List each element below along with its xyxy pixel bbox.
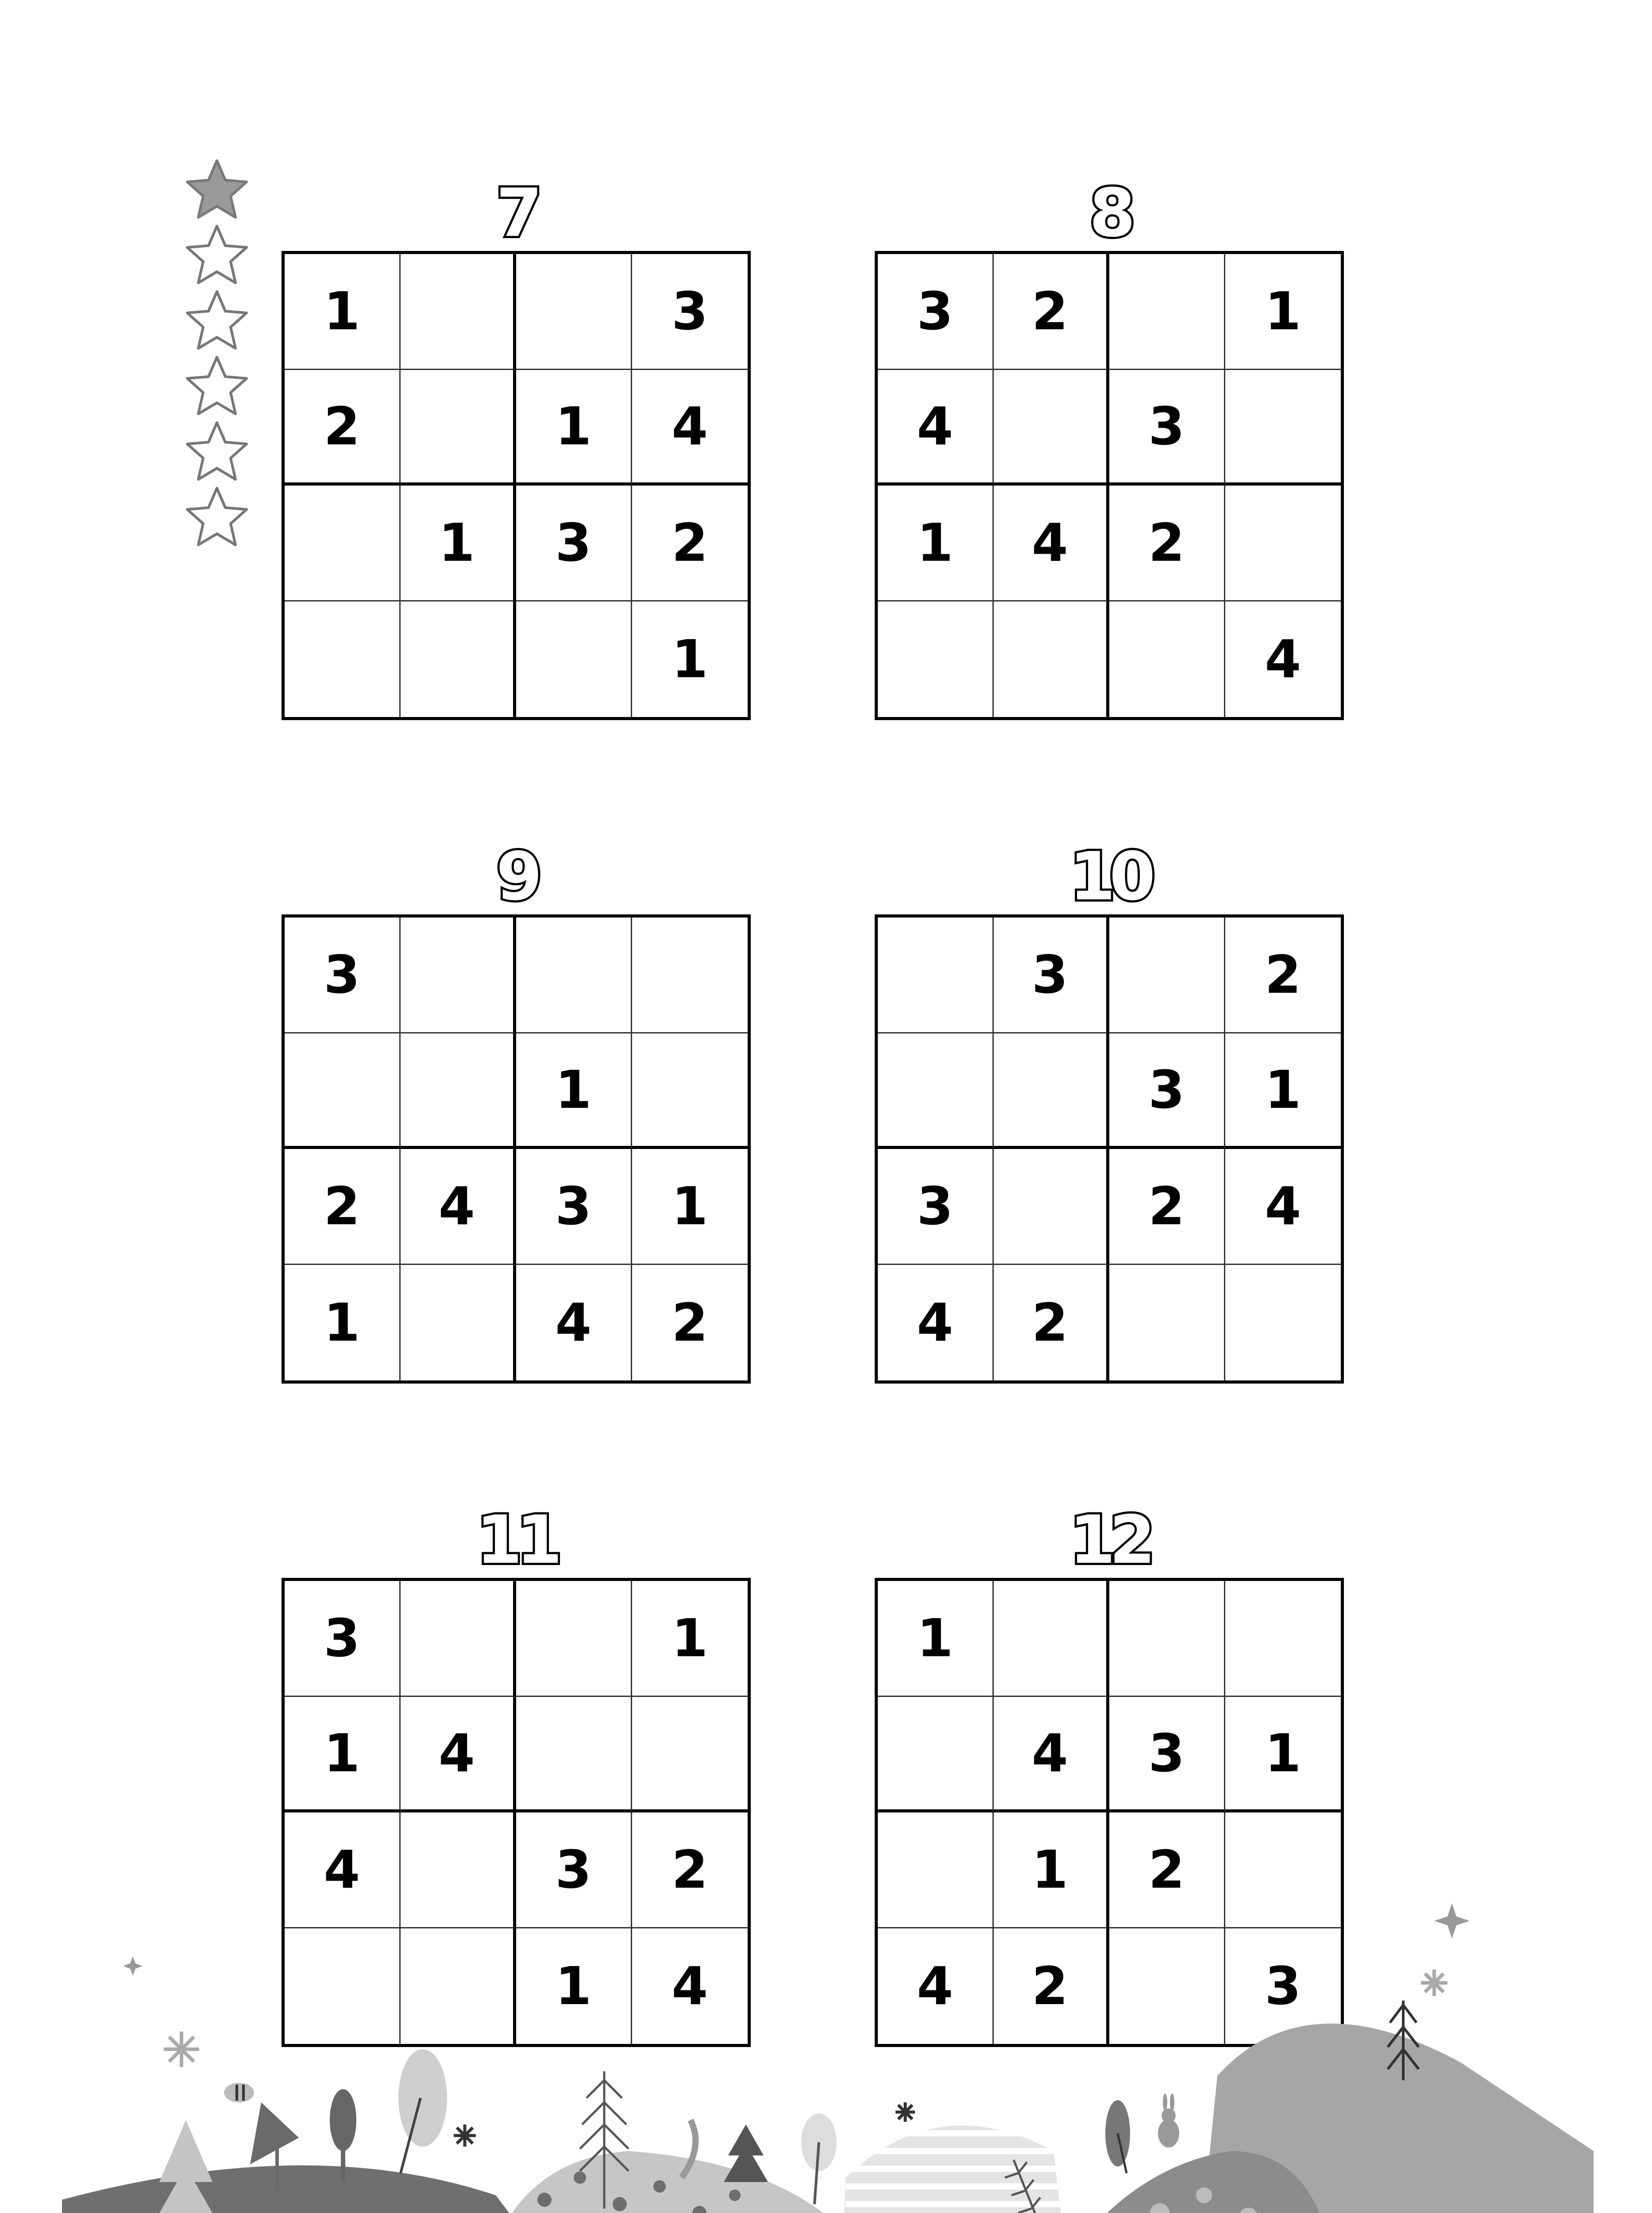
given-cell: 3	[516, 486, 632, 601]
given-cell: 4	[516, 1265, 632, 1381]
empty-cell[interactable]	[994, 1581, 1110, 1697]
given-cell: 1	[401, 486, 517, 601]
given-cell: 3	[1109, 370, 1225, 486]
empty-cell[interactable]	[285, 486, 401, 601]
given-cell: 1	[1225, 1697, 1341, 1813]
sparkle-icon	[123, 1903, 1470, 1976]
empty-cell[interactable]	[516, 1581, 632, 1697]
given-cell: 1	[516, 1033, 632, 1149]
given-cell: 3	[632, 254, 748, 370]
empty-cell[interactable]	[994, 370, 1110, 486]
empty-cell[interactable]	[401, 1033, 517, 1149]
star-icon	[184, 485, 250, 551]
given-cell: 2	[1109, 486, 1225, 601]
empty-cell[interactable]	[878, 1033, 994, 1149]
empty-cell[interactable]	[878, 1697, 994, 1813]
given-cell: 4	[285, 1812, 401, 1928]
given-cell: 2	[994, 254, 1110, 370]
given-cell: 3	[1265, 1955, 1301, 2017]
given-cell: 1	[994, 1812, 1110, 1928]
empty-cell[interactable]	[994, 1149, 1110, 1265]
empty-cell[interactable]	[994, 1033, 1110, 1149]
empty-cell[interactable]	[516, 601, 632, 717]
asterisk-icon	[454, 2102, 915, 2147]
striped-hill	[841, 2125, 1071, 2213]
given-cell: 4	[878, 1928, 994, 2044]
given-cell: 1	[516, 370, 632, 486]
sudoku-grid	[875, 914, 1344, 1384]
given-cell: 3	[516, 1812, 632, 1928]
bee-icon	[224, 2083, 254, 2102]
given-cell: 3	[285, 1581, 401, 1697]
star-icon	[184, 354, 250, 420]
sudoku-grid	[282, 914, 751, 1384]
given-cell: 1	[632, 1149, 748, 1265]
given-cell: 4	[632, 370, 748, 486]
empty-cell[interactable]	[994, 601, 1110, 717]
given-cell: 4	[401, 1149, 517, 1265]
given-cell: 2	[994, 1265, 1110, 1381]
star-icon	[184, 419, 250, 486]
given-cell: 1	[285, 1265, 401, 1381]
given-cell: 1	[878, 1581, 994, 1697]
given-cell: 2	[1225, 918, 1341, 1033]
puzzle-number: 8	[1089, 175, 1130, 252]
empty-cell[interactable]	[632, 918, 748, 1033]
empty-cell[interactable]	[632, 1697, 748, 1813]
empty-cell[interactable]	[1109, 1265, 1225, 1381]
given-cell: 1	[1225, 1033, 1341, 1149]
puzzle-number: 11	[476, 1502, 556, 1579]
star-icon	[184, 223, 250, 289]
given-cell: 4	[994, 1697, 1110, 1813]
given-cell: 3	[878, 1149, 994, 1265]
given-cell: 4	[401, 1697, 517, 1813]
puzzle-number: 9	[496, 838, 537, 915]
empty-cell[interactable]	[401, 254, 517, 370]
empty-cell[interactable]	[285, 1033, 401, 1149]
given-cell: 2	[632, 486, 748, 601]
sudoku-grid	[282, 251, 751, 720]
puzzle-number: 10	[1069, 838, 1150, 915]
given-cell: 4	[994, 486, 1110, 601]
empty-cell[interactable]	[632, 1033, 748, 1149]
given-cell: 4	[672, 1955, 708, 2017]
given-cell: 3	[878, 254, 994, 370]
given-cell: 4	[878, 1265, 994, 1381]
empty-cell[interactable]	[1225, 1581, 1341, 1697]
empty-cell[interactable]	[401, 1581, 517, 1697]
given-cell: 3	[1109, 1697, 1225, 1813]
given-cell: 1	[878, 486, 994, 601]
landscape-illustration	[0, 1815, 1652, 2213]
empty-cell[interactable]	[516, 918, 632, 1033]
given-cell: 1	[632, 1581, 748, 1697]
given-cell: 1	[285, 1697, 401, 1813]
given-cell: 3	[285, 918, 401, 1033]
difficulty-rating	[184, 157, 250, 550]
star-icon	[184, 288, 250, 355]
given-cell: 1	[285, 254, 401, 370]
given-cell: 2	[672, 1292, 708, 1353]
sudoku-grid	[875, 251, 1344, 720]
given-cell: 4	[1225, 1149, 1341, 1265]
empty-cell[interactable]	[1109, 1581, 1225, 1697]
empty-cell[interactable]	[1225, 370, 1341, 486]
empty-cell[interactable]	[516, 1697, 632, 1813]
given-cell: 4	[1265, 628, 1301, 690]
given-cell: 2	[994, 1928, 1110, 2044]
given-cell: 3	[994, 918, 1110, 1033]
bunny-icon	[1158, 2093, 1179, 2147]
empty-cell[interactable]	[401, 918, 517, 1033]
star-icon	[184, 157, 250, 224]
empty-cell[interactable]	[401, 601, 517, 717]
given-cell: 3	[1109, 1033, 1225, 1149]
given-cell: 2	[1109, 1149, 1225, 1265]
given-cell: 4	[878, 370, 994, 486]
empty-cell[interactable]	[1109, 254, 1225, 370]
empty-cell[interactable]	[1109, 601, 1225, 717]
empty-cell[interactable]	[285, 601, 401, 717]
empty-cell[interactable]	[1109, 918, 1225, 1033]
given-cell: 3	[516, 1149, 632, 1265]
puzzle-number: 12	[1069, 1502, 1150, 1579]
empty-cell[interactable]	[516, 254, 632, 370]
given-cell: 2	[1109, 1812, 1225, 1928]
empty-cell[interactable]	[401, 370, 517, 486]
empty-cell[interactable]	[1225, 486, 1341, 601]
given-cell: 1	[1225, 254, 1341, 370]
given-cell: 2	[285, 370, 401, 486]
puzzle-number: 7	[496, 175, 537, 252]
empty-cell[interactable]	[401, 1265, 517, 1381]
empty-cell[interactable]	[1225, 1265, 1341, 1381]
given-cell: 2	[632, 1812, 748, 1928]
given-cell: 2	[285, 1149, 401, 1265]
empty-cell[interactable]	[878, 601, 994, 717]
given-cell: 1	[672, 628, 708, 690]
empty-cell[interactable]	[878, 918, 994, 1033]
given-cell: 1	[516, 1928, 632, 2044]
